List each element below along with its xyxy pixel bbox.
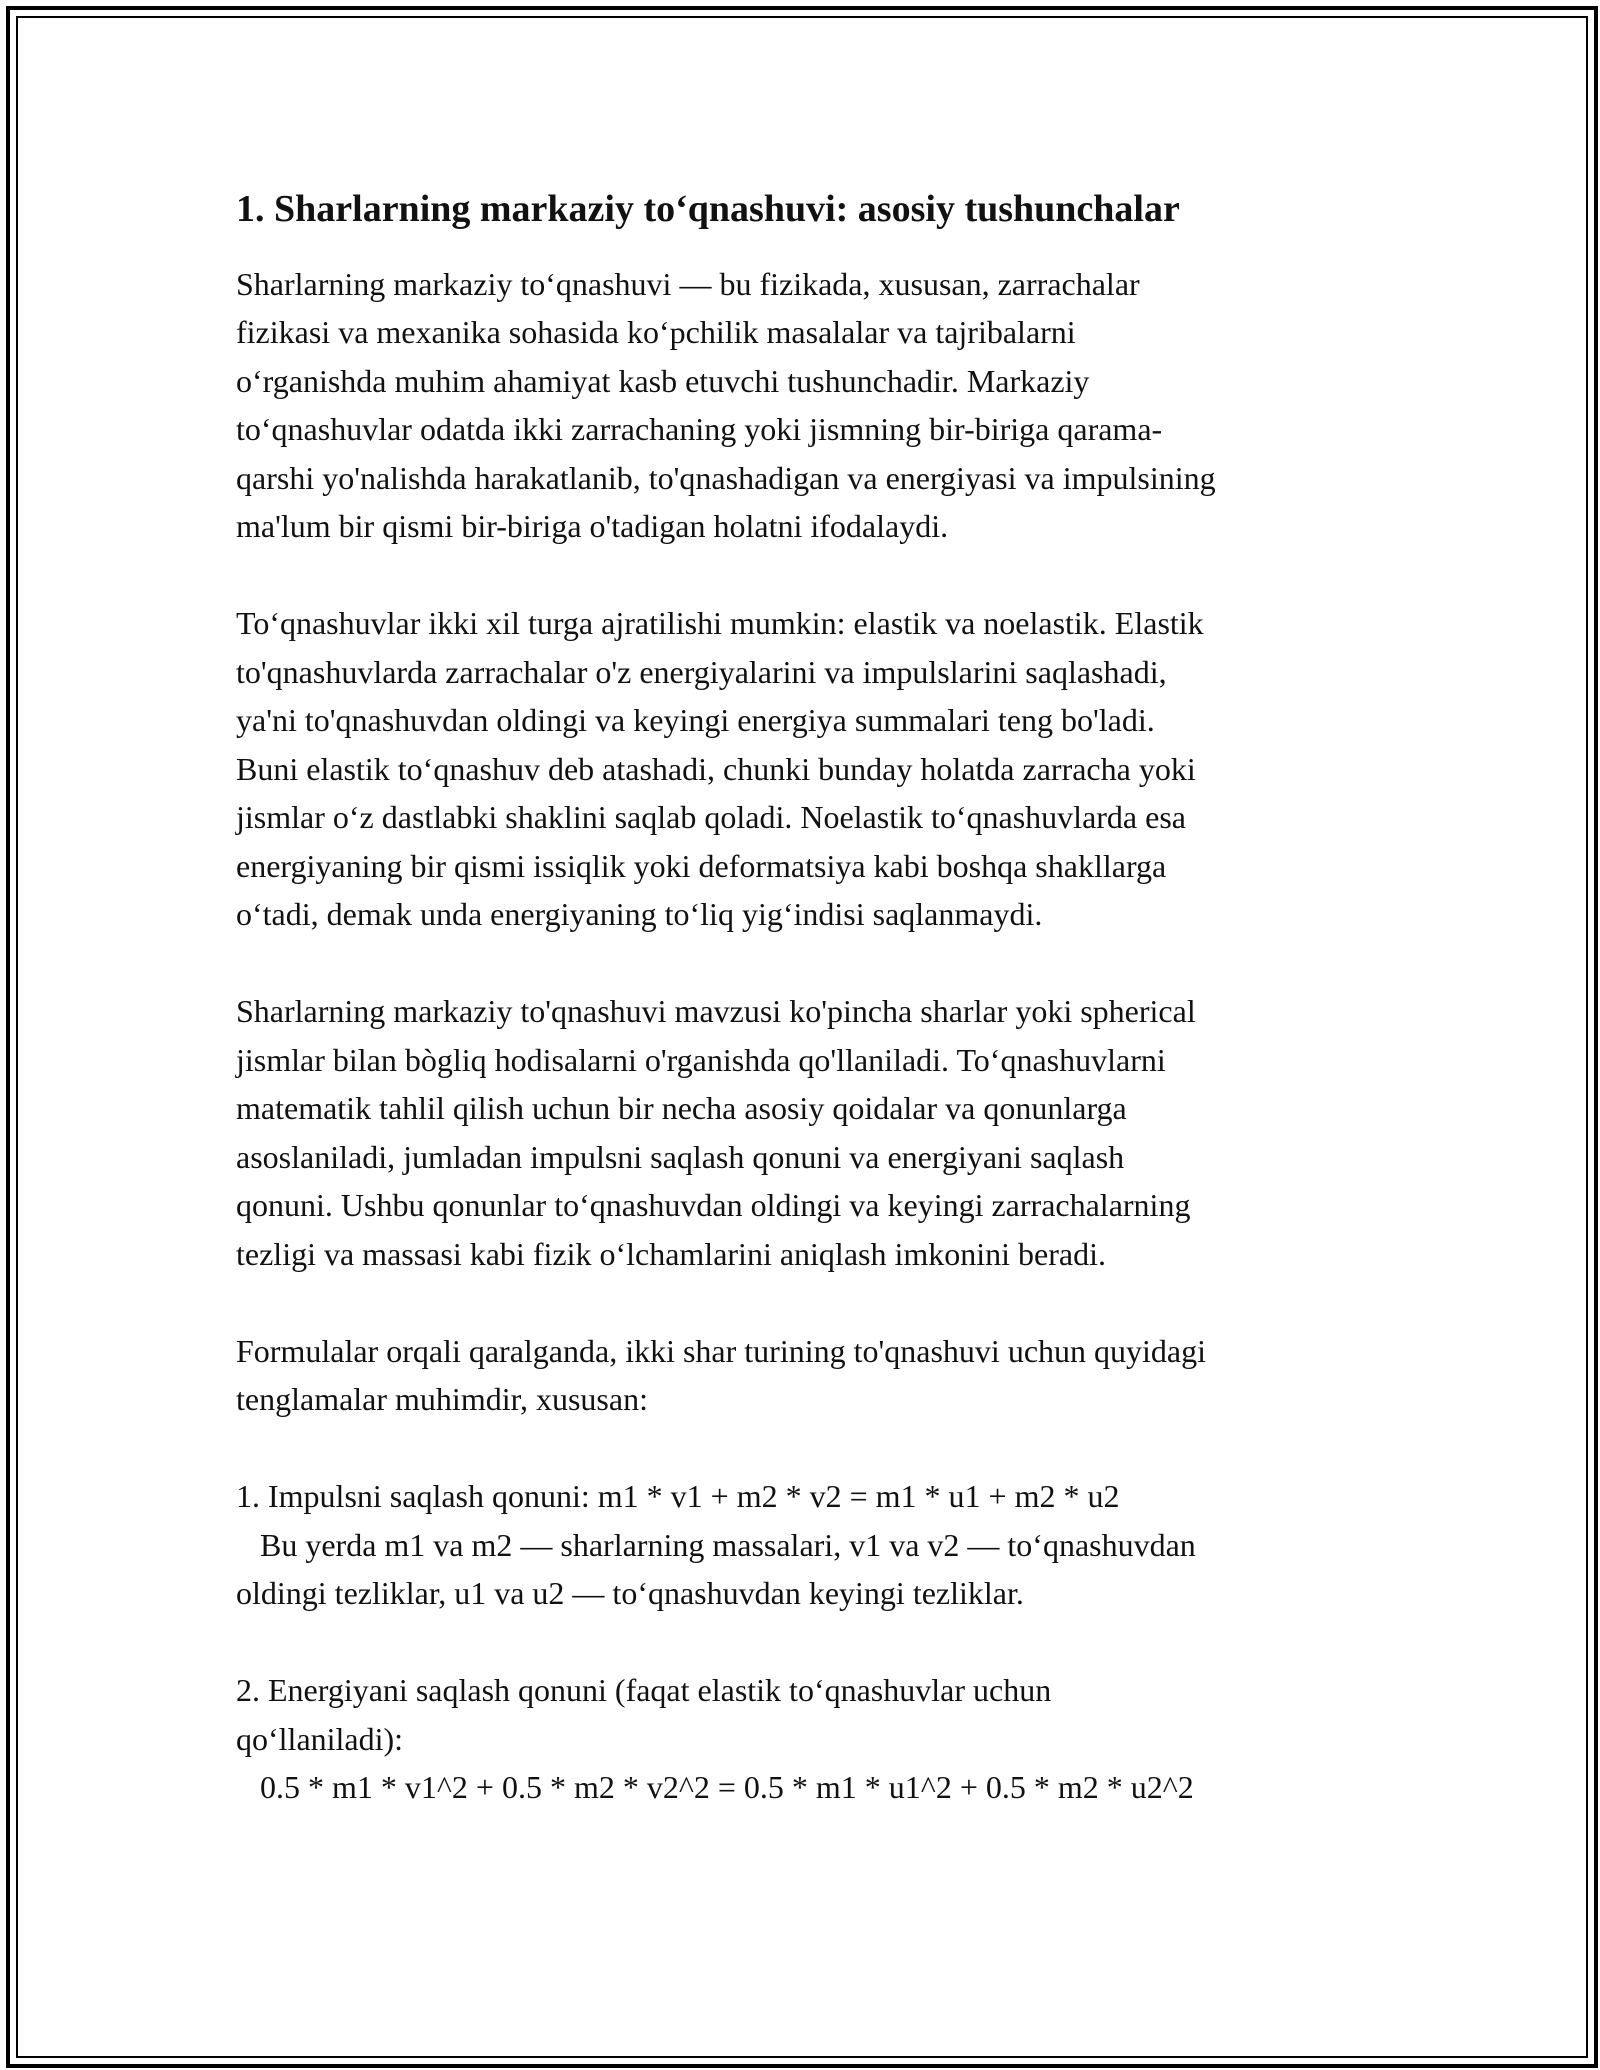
paragraph-gap [236, 1424, 1386, 1473]
paragraph-intro: Sharlarning markaziy to‘qnashuvi — bu fizikada, xususan, zarrachalar fizikasi va mexanika sohasida ko‘pchilik masalalar va tajribalarni o‘rganishda muhim ahamiyat kasb etuvchi tushunchadir. Markaziy to‘qnashuvlar odatda ikki zarrachaning yoki jismning bir-biriga qarama- qarshi yo'nalishda harakatlanib, to'qnashadigan va energiyasi va impulsining ma'lum bir qismi bir-biriga o'tadigan holatni ifodalaydi. [236, 265, 1216, 544]
paragraph-gap [236, 1278, 1386, 1327]
paragraph-collision-types: To‘qnashuvlar ikki xil turga ajratilishi mumkin: elastik va noelastik. Elastik to'qnashuvlarda zarrachalar o'z energiyalarini va impulslarini saqlashadi, ya'ni to'qnashuvdan oldingi va keyingi energiya summalari teng bo'ladi. Buni elastik to‘qnashuv deb atashadi, chunki bunday holatda zarracha yoki jismlar o‘z dastlabki shaklini saqlab qoladi. Noelastik to‘qnashuvlarda esa energiyaning bir qismi issiqlik yoki deformatsiya kabi boshqa shakllarga o‘tadi, demak unda energiyaning to‘liq yig‘indisi saqlanmaydi. [236, 605, 1204, 932]
paragraph-laws: Sharlarning markaziy to'qnashuvi mavzusi ko'pincha sharlar yoki spherical jismlar bilan bògliq hodisalarni o'rganishda qo'llaniladi. To‘qnashuvlarni matematik tahlil qilish uchun bir necha asosiy qoidalar va qonunlarga asoslaniladi, jumladan impulsni saqlash qonuni va energiyani saqlash qonuni. Ushbu qonunlar to‘qnashuvdan oldingi va keyingi zarrachalarning tezligi va massasi kabi fizik o‘lchamlarini aniqlash imkonini beradi. [236, 993, 1196, 1272]
formula-momentum: 1. Impulsni saqlash qonuni: m1 * v1 + m2 * v2 = m1 * u1 + m2 * u2 Bu yerda m1 va m2 — sharlarning massalari, v1 va v2 — to‘qnashuvdan oldingi tezliklar, u1 va u2 — to‘qnashuvdan keyingi tezliklar. [236, 1478, 1196, 1611]
formula-energy: 2. Energiyani saqlash qonuni (faqat elastik to‘qnashuvlar uchun qo‘llaniladi): 0.5 * m1 * v1^2 + 0.5 * m2 * v2^2 = 0.5 * m1 * u1^2 + 0.5 * m2 * u2^2 [236, 1672, 1194, 1805]
paragraph-gap [236, 551, 1386, 600]
paragraph-formulas-intro: Formulalar orqali qaralganda, ikki shar turining to'qnashuvi uchun quyidagi tenglamalar muhimdir, xususan: [236, 1332, 1206, 1417]
paragraph-gap [236, 1618, 1386, 1667]
document-body [236, 186, 1386, 1812]
section-heading: 1. Sharlarning markaziy to‘qnashuvi: asosiy tushunchalar [236, 188, 1180, 230]
paragraph-gap [236, 939, 1386, 988]
